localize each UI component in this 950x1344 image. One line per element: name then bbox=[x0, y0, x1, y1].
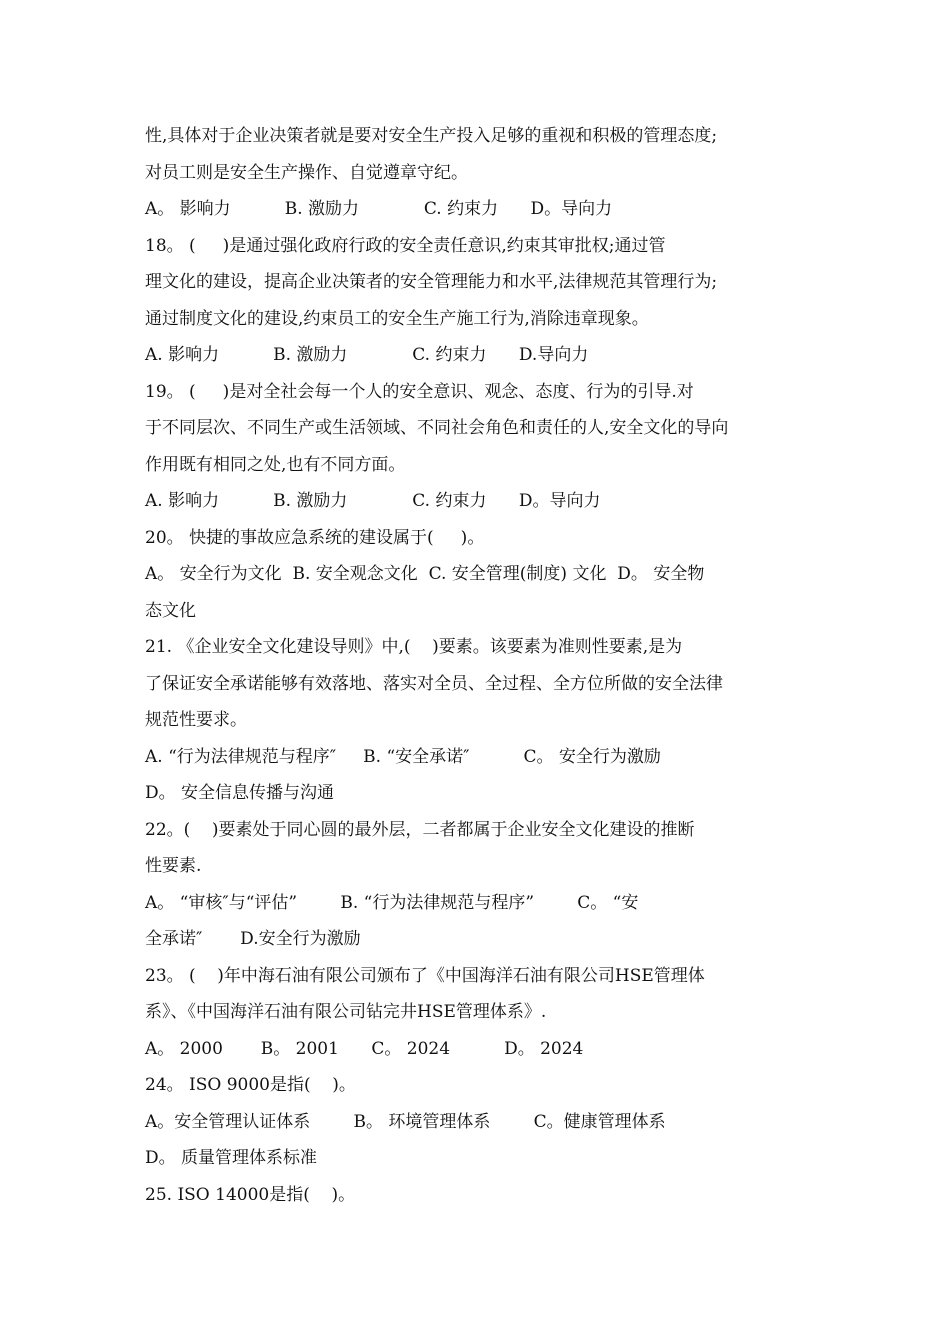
answer-options: 全承诺″ D.安全行为激励 bbox=[145, 929, 361, 949]
question-25: 25. ISO 14000是指( )。 bbox=[145, 1184, 356, 1205]
question-21: 21. 《企业安全文化建设导则》中,( )要素。该要素为准则性要素,是为 bbox=[145, 637, 683, 657]
text-line: 系》、《中国海洋石油有限公司钻完井HSE管理体系》. bbox=[145, 1002, 547, 1022]
answer-options: A。安全管理认证体系 B。 环境管理体系 C。健康管理体系 bbox=[145, 1111, 666, 1132]
answer-options: A。 “审核″与“评估” B. “行为法律规范与程序” C。 “安 bbox=[145, 892, 639, 913]
text-line: 理文化的建设，提高企业决策者的安全管理能力和水平,法律规范其管理行为; bbox=[145, 272, 718, 292]
question-24: 24。 ISO 9000是指( )。 bbox=[145, 1075, 356, 1095]
text-line: 性要素. bbox=[145, 856, 202, 876]
answer-options: D。 质量管理体系标准 bbox=[145, 1148, 318, 1168]
question-18: 18。 ( )是通过强化政府行政的安全责任意识,约束其审批权;通过管 bbox=[145, 235, 666, 256]
text-line: 规范性要求。 bbox=[145, 710, 247, 730]
answer-options: A。 2000 B。 2001 C。 2024 D。 2024 bbox=[145, 1038, 584, 1059]
document-page bbox=[145, 118, 810, 1213]
text-line: 性,具体对于企业决策者就是要对安全生产投入足够的重视和积极的管理态度; bbox=[145, 126, 718, 146]
text-line: 了保证安全承诺能够有效落地、落实对全员、全过程、全方位所做的安全法律 bbox=[145, 673, 723, 694]
answer-options: A。 安全行为文化 B. 安全观念文化 C. 安全管理(制度) 文化 D。 安全物 bbox=[145, 564, 705, 584]
question-19: 19。 ( )是对全社会每一个人的安全意识、观念、态度、行为的引导.对 bbox=[145, 381, 694, 402]
answer-options: A. 影响力 B. 激励力 C. 约束力 D。导向力 bbox=[145, 491, 601, 511]
question-23: 23。 ( )年中海石油有限公司颁布了《中国海洋石油有限公司HSE管理体 bbox=[145, 965, 705, 986]
answer-options: A. 影响力 B. 激励力 C. 约束力 D.导向力 bbox=[145, 345, 589, 365]
answer-options: A。 影响力 B. 激励力 C. 约束力 D。导向力 bbox=[145, 199, 613, 219]
text-line: 于不同层次、不同生产或生活领域、不同社会角色和责任的人,安全文化的导向 bbox=[145, 418, 729, 438]
answer-options: A. “行为法律规范与程序″ B. “安全承诺″ C。 安全行为激励 bbox=[145, 746, 661, 767]
text-line: 对员工则是安全生产操作、自觉遵章守纪。 bbox=[145, 162, 468, 183]
text-line: 作用既有相同之处,也有不同方面。 bbox=[145, 454, 406, 475]
text-line: 通过制度文化的建设,约束员工的安全生产施工行为,消除违章现象。 bbox=[145, 308, 649, 329]
question-22: 22。( )要素处于同心圆的最外层，二者都属于企业安全文化建设的推断 bbox=[145, 819, 695, 840]
answer-options: D。 安全信息传播与沟通 bbox=[145, 783, 335, 803]
question-20: 20。 快捷的事故应急系统的建设属于( )。 bbox=[145, 527, 485, 548]
text-line: 态文化 bbox=[145, 600, 196, 621]
